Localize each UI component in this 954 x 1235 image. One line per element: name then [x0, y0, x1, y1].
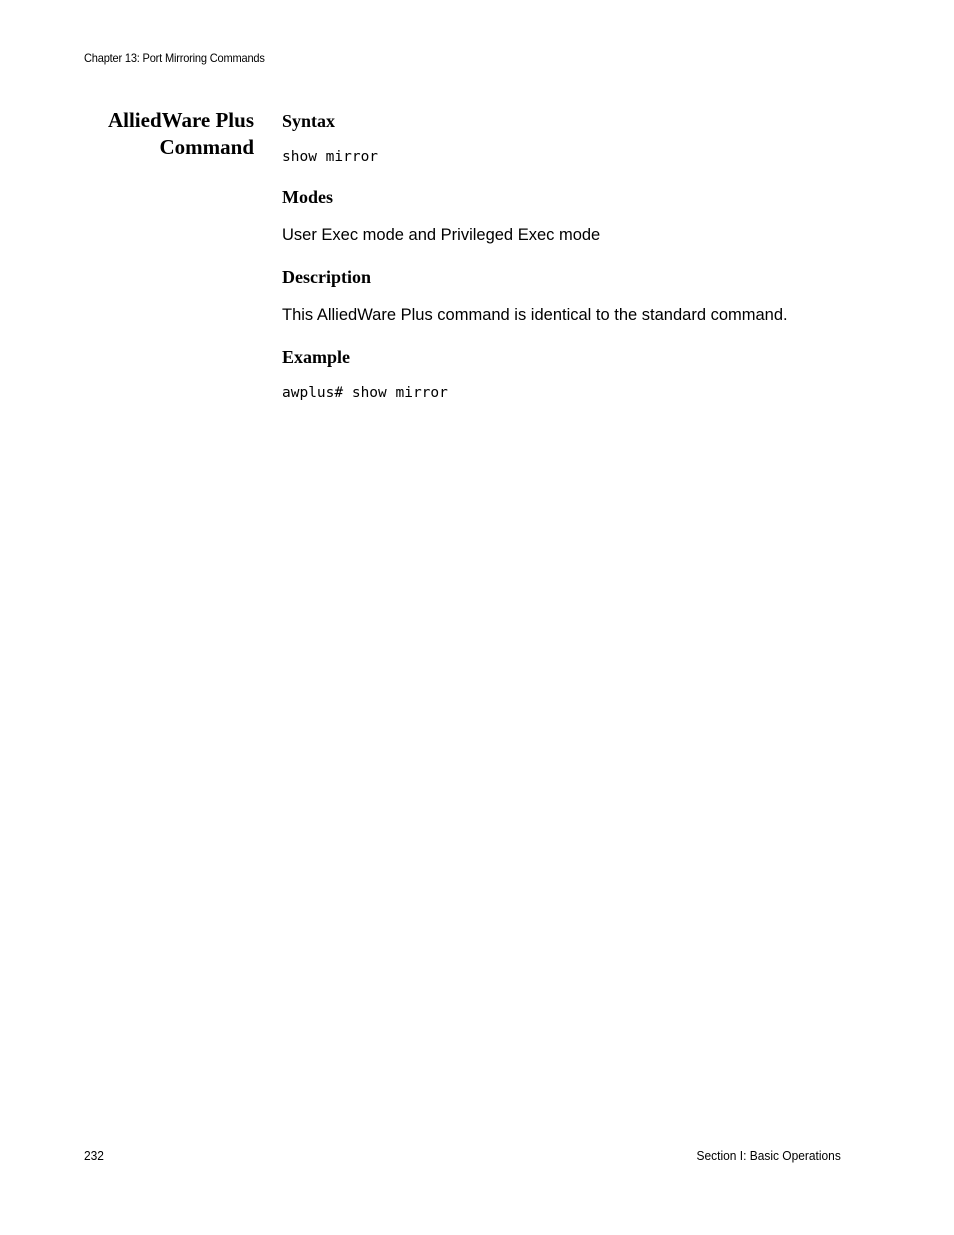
- modes-heading: Modes: [282, 187, 333, 207]
- example-heading: Example: [282, 347, 351, 367]
- side-heading-line1: AlliedWare Plus: [107, 108, 254, 132]
- page-number: 232: [84, 1148, 104, 1163]
- example-code: awplus# show mirror: [282, 385, 448, 401]
- footer-section: Section I: Basic Operations: [696, 1148, 841, 1163]
- modes-text: User Exec mode and Privileged Exec mode: [282, 226, 601, 244]
- syntax-heading: Syntax: [282, 111, 336, 131]
- side-heading: [34, 107, 254, 161]
- description-heading: Description: [282, 267, 371, 287]
- description-text: This AlliedWare Plus command is identical to the standard command.: [282, 306, 788, 324]
- running-header: Chapter 13: Port Mirroring Commands: [84, 51, 265, 65]
- syntax-code: show mirror: [282, 149, 379, 165]
- main-content: [282, 110, 882, 422]
- side-heading-line2: Command: [159, 135, 254, 159]
